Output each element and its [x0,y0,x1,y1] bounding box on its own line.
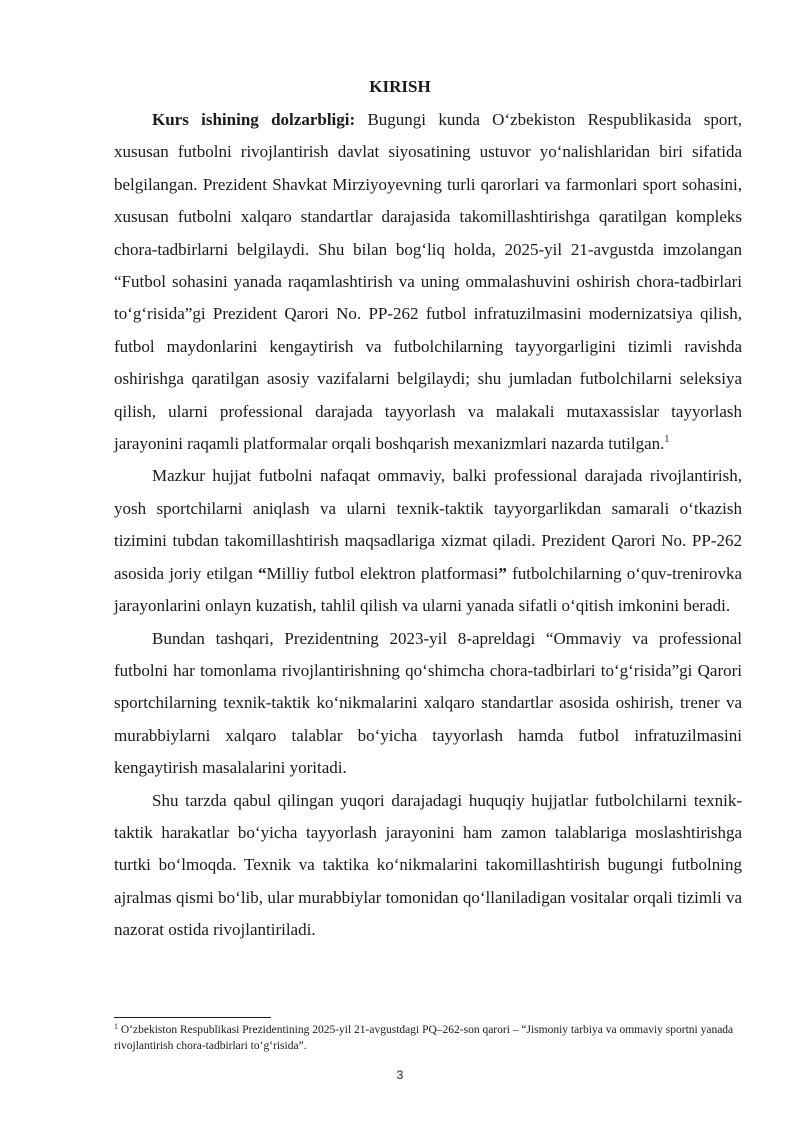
paragraph-document-purpose [114,460,742,622]
paragraph-text: Mazkur hujjat futbolni nafaqat ommaviy, balki professional darajada rivojlantirish, yosh sportchilarni aniqlash va ularni texnik-taktik tayyorgarlikdan samarali o‘tkazish tizimini tubdan takomillashtirish maqsadlariga xizmat qiladi. Prezident Qarori No. PP-262 asosida joriy etilgan [114,466,742,583]
paragraph-additional-decree: Bundan tashqari, Prezidentning 2023-yil 8-apreldagi “Ommaviy va professional futbolni har tomonlama rivojlantirishning qo‘shimcha chora-tadbirlari to‘g‘risida”gi Qarori sportchilarning texnik-taktik ko‘nikmalarini xalqaro standartlar asosida oshirish, trener va murabbiylarni xalqaro talablar bo‘yicha tayyorlash hamda futbol infratuzilmasini kengaytirish masalalarini yoritadi. [114,628,742,778]
quote-open: “ [258,563,267,583]
paragraph-relevance [114,104,742,460]
paragraph-lead: Kurs ishining dolzarbligi: [152,110,356,129]
paragraph-text: futbolchilarning o‘quv-trenirovka jarayonlarini onlayn kuzatish, tahlil qilish va ularni yanada sifatli o‘qitish imkonini beradi. [114,563,742,616]
footnote-text: O‘zbekiston Respublikasi Prezidentining 2025-yil 21-avgustdagi PQ–262-son qarori – “Jismoniy tarbiya va ommaviy sportni yanada rivojlantirish chora-tadbirlari to‘g‘risida”. [114,1024,734,1052]
paragraph-conclusion: Shu tarzda qabul qilingan yuqori darajadagi huquqiy hujjatlar futbolchilarni texnik-taktik harakatlar bo‘yicha tayyorlash jarayonini ham zamon talablariga moslashtirishga turtki bo‘lmoqda. Texnik va taktika ko‘nikmalarini takomillashtirish bugungi futbolning ajralmas qismi bo‘lib, ular murabbiylar tomonidan qo‘llaniladigan vositalar orqali tizimli va nazorat ostida rivojlantiriladi. [114,790,742,940]
page-number: 3 [396,1068,404,1082]
footnote-reference[interactable]: 1 [664,434,670,446]
section-heading: KIRISH [369,77,431,96]
footnote [114,1022,742,1054]
body-text [114,104,742,947]
paragraph-text: Bugungi kunda O‘zbekiston Respublikasida sport, xususan futbolni rivojlantirish davlat siyosatining ustuvor yo‘nalishlaridan biri sifatida belgilangan. Prezident Shavkat Mirziyoyevning turli qarorlari va farmonlari sport sohasini, xususan futbolni xalqaro standartlar darajasida takomillashtirishga qaratilgan kompleks chora-tadbirlarni belgilaydi. Shu bilan bog‘liq holda, 2025-yil 21-avgustda imzolangan “Futbol sohasini yanada raqamlashtirish va uning ommalashuvini oshirish chora-tadbirlari to‘g‘risida”gi Prezident Qarori No. PP-262 futbol infratuzilmasini modernizatsiya qilish, futbol maydonlarini kengaytirish va futbolchilarning tayyorgarligini tizimli ravishda oshirishga qaratilgan asosiy vazifalarni belgilaydi; shu jumladan futbolchilarni seleksiya qilish, ularni professional darajada tayyorlash va malakali mutaxassislar tayyorlash jarayonini raqamli platformalar orqali boshqarish mexanizmlari nazarda tutilgan. [114,110,742,454]
quote-close: ” [498,563,507,583]
footnote-marker: 1 [114,1022,118,1031]
platform-name: Milliy futbol elektron platformasi [266,563,499,583]
footnote-separator [114,1017,271,1018]
